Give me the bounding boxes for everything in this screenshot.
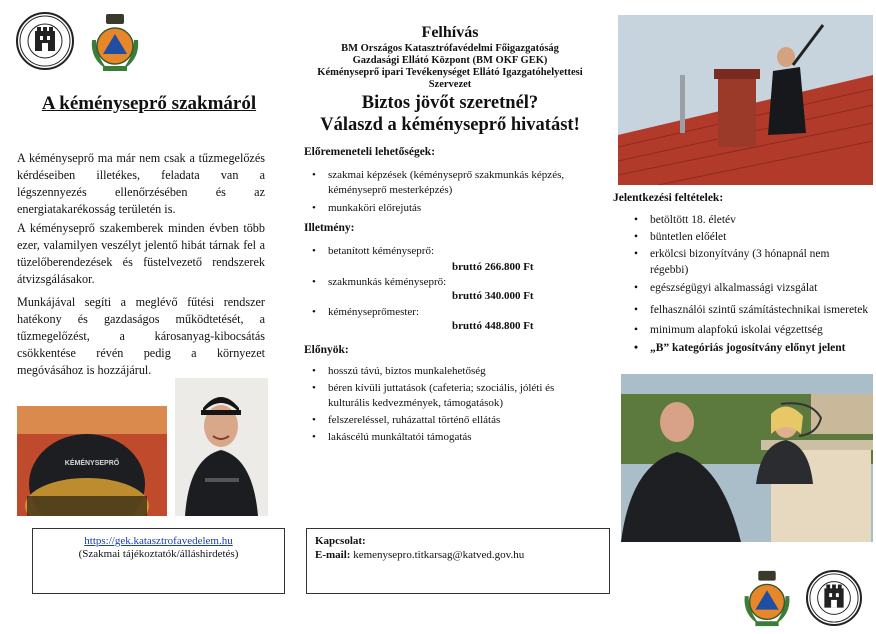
salary-label: betanított kéményseprő: bbox=[328, 245, 434, 257]
email-address[interactable]: kemenysepro.titkarsag@katved.gov.hu bbox=[353, 549, 525, 561]
list-item: • hosszú távú, biztos munkalehetőség bbox=[312, 364, 592, 379]
left-column-title: A kéményseprő szakmáról bbox=[41, 93, 257, 114]
chimney-sweep-logo bbox=[16, 12, 74, 70]
website-note: (Szakmai tájékoztatók/álláshirdetés) bbox=[78, 548, 239, 560]
salary-title: Illetmény: bbox=[304, 222, 355, 234]
list-item: • „B” kategóriás jogosítvány előnyt jelent bbox=[620, 340, 876, 356]
rooftop-inspection-photo bbox=[621, 374, 873, 542]
requirements-title: Jelentkezési feltételek: bbox=[613, 192, 724, 204]
list-item: • betöltött 18. életév bbox=[620, 212, 876, 228]
list-item: • erkölcsi bizonyítvány (3 hónapnál nem régebbi) bbox=[620, 246, 850, 278]
salary-amount-skilled: bruttó 340.000 Ft bbox=[452, 290, 534, 302]
website-box bbox=[32, 528, 285, 594]
call-heading: Felhívás bbox=[421, 24, 479, 41]
salary-list bbox=[312, 244, 592, 259]
list-item: • büntetlen előélet bbox=[620, 229, 876, 245]
slogan-line-2: Válaszd a kéményseprő hivatást! bbox=[320, 115, 580, 135]
org-line-2: Gazdasági Ellátó Központ (BM OKF GEK) bbox=[352, 55, 548, 66]
salary-list-2 bbox=[312, 275, 592, 290]
list-item: • lakáscélú munkáltatói támogatás bbox=[312, 430, 592, 445]
contact-title: Kapcsolat: bbox=[315, 535, 366, 547]
salary-item-skilled bbox=[312, 275, 592, 290]
civil-defense-emblem-icon bbox=[738, 567, 796, 629]
website-link[interactable]: https://gek.katasztrofavedelem.hu bbox=[84, 535, 233, 547]
chimney-sweep-logo-footer bbox=[806, 570, 862, 626]
civil-defense-emblem-footer bbox=[738, 567, 796, 629]
civil-defense-emblem bbox=[86, 10, 144, 72]
salary-list-3 bbox=[312, 305, 592, 320]
civil-defense-emblem-icon bbox=[86, 10, 144, 74]
list-item: • felhasználói szintű számítástechnikai ismeretek bbox=[620, 302, 876, 318]
intro-paragraph-3: Munkájával segíti a meglévő fűtési rendszer hatékony és gazdaságos működtetését, a tűzmegelőzést, a károsanyag-kibocsátás csökkentése révén pedig a környezet megóvásához is hozzájárul. bbox=[17, 295, 265, 377]
salary-label: kéményseprőmester: bbox=[328, 306, 420, 318]
advancement-list bbox=[312, 168, 592, 216]
advancement-title: Előremeneteli lehetőségek: bbox=[304, 146, 436, 158]
benefits-title: Előnyök: bbox=[304, 344, 349, 356]
benefits-list bbox=[312, 364, 592, 445]
email-label: E-mail: bbox=[315, 549, 351, 561]
list-item: • szakmai képzések (kéményseprő szakmunkás képzés, kéményseprő mesterképzés) bbox=[312, 168, 592, 198]
requirements-list bbox=[620, 212, 876, 357]
list-item: • egészségügyi alkalmassági vizsgálat bbox=[620, 280, 876, 296]
contact-box bbox=[306, 528, 610, 594]
salary-label: szakmunkás kéményseprő: bbox=[328, 276, 447, 288]
list-item: • felszereléssel, ruházattal történő ellátás bbox=[312, 413, 592, 428]
slogan-line-1: Biztos jövőt szeretnél? bbox=[361, 93, 539, 113]
intro-paragraph-1: A kéményseprő ma már nem csak a tűzmegelőzés kérdéseiben illetékes, feladata van a légszennyezés ellenőrzésében és az energiatakarékosság területén is. bbox=[17, 151, 265, 216]
sweep-portrait-photo bbox=[175, 378, 268, 516]
org-line-3: Kéményseprő ipari Tevékenységet Ellátó Igazgatóhelyettesi bbox=[317, 67, 583, 78]
salary-item-master bbox=[312, 305, 592, 320]
roof-chimney-photo bbox=[618, 15, 873, 185]
org-line-4: Szervezet bbox=[428, 79, 472, 90]
jacket-back-text: KÉMÉNYSEPRŐ bbox=[64, 460, 120, 467]
list-item: • minimum alapfokú iskolai végzettség bbox=[620, 322, 876, 338]
chimney-tower-icon bbox=[18, 14, 72, 68]
chimney-tower-icon bbox=[808, 572, 860, 624]
jacket-back-photo bbox=[17, 406, 167, 516]
org-line-1: BM Országos Katasztrófavédelmi Főigazgatóság bbox=[341, 43, 559, 54]
salary-amount-trained: bruttó 266.800 Ft bbox=[452, 261, 534, 273]
list-item: • béren kívüli juttatások (cafeteria; szociális, jóléti és kulturális kedvezmények, támogatások) bbox=[312, 381, 592, 411]
intro-paragraph-2: A kéményseprő szakemberek minden évben több ezer, valamilyen veszélyt jelentő hibát tárnak fel a tüzelőberendezések és füstelvezető rendszerek átvizsgálásakor. bbox=[17, 221, 265, 286]
list-item: • munkaköri előrejutás bbox=[312, 201, 592, 216]
salary-amount-master: bruttó 448.800 Ft bbox=[452, 320, 534, 332]
salary-item-trained bbox=[312, 244, 592, 259]
